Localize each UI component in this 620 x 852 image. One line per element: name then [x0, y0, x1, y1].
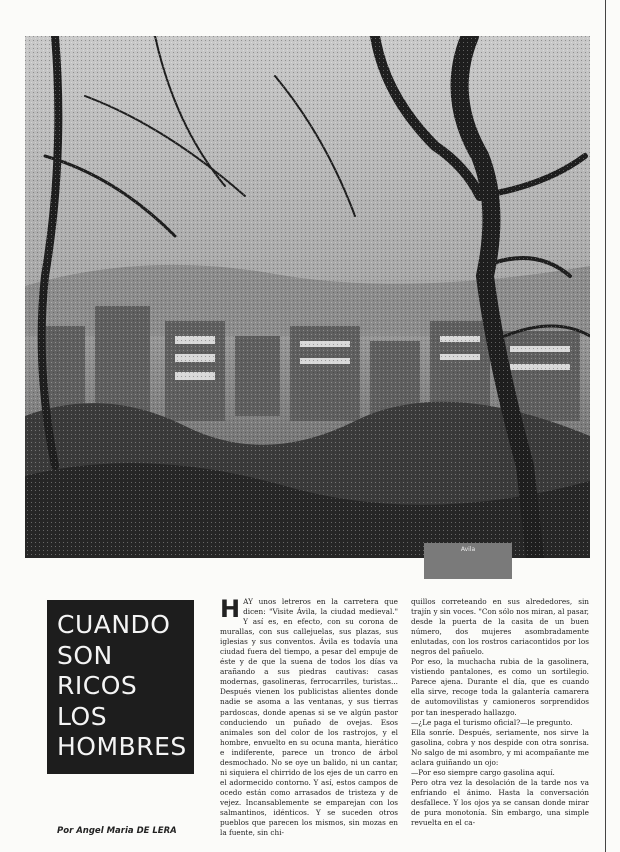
title-line-4: LOS [57, 701, 108, 731]
landscape-photo [25, 36, 590, 558]
paragraph: Ella sonríe. Después, seriamente, nos sirve la gasolina, cobra y nos despide con otra sonrisa. No salgo de mi asombro, y mi acompañante me aclara guiñando un ojo: [411, 727, 589, 767]
photo-caption [424, 543, 512, 579]
drop-cap: H [220, 597, 241, 623]
paragraph: —Por eso siempre cargo gasolina aquí. [411, 767, 555, 777]
landscape-photo-icon [25, 36, 590, 558]
article-column-1 [220, 597, 398, 845]
page-edge-divider [605, 0, 606, 852]
paragraph: —¿Le paga el turismo oficial?—le pregunto. [411, 717, 573, 727]
photo-caption-text: Avila [460, 546, 476, 553]
paragraph [220, 597, 398, 838]
article-title [47, 600, 194, 774]
paragraph: quillos correteando en sus alrededores, sin trajín y sin voces. "Con sólo nos miran, al pasar, desde la puerta de la casita de un buen número, dos mujeres asombradamente enlutadas, con los rostros cariacontidos por los negros del pañuelo. [411, 597, 589, 657]
author-byline: Por Angel Maria DE LERA [57, 826, 177, 836]
article-column-2 [411, 597, 589, 845]
title-line-2: SON [57, 640, 113, 670]
paragraph: Por eso, la muchacha rubia de la gasolinera, vistiendo pantalones, es como un sortilegio. Parece ajena. Durante el día, que es cuando ella sirve, recoge toda la galantería camarera de automovilistas y camioneros sorprendidos por tan inesperado hallazgo. [411, 657, 589, 717]
title-line-5: HOMBRES [57, 732, 187, 761]
title-line-1: CUANDO [57, 610, 171, 639]
title-line-3: RICOS [57, 671, 138, 700]
paragraph-text: AY unos letreros en la carretera que dicen: "Visite Ávila, la ciudad medieval." Y así es, en efecto, con su corona de murallas, con sus callejuelas, sus plazas, sus iglesias y sus conventos. Ávila es todavía una ciudad fuera del tiempo, a pesar del empuje de éste y de que la suena de todos los días va arañando a sus piedras cautivas: casas modernas, gasolineras, ferrocarriles, turistas... Después vienen los publicistas alientes donde nadie se asoma a las ventanas, y sus tierras pardoscas, donde apenas si se ve algún pastor conduciendo un puñado de ovejas. Esos animales son del color de los rastrojos, y el hombre, envuelto en su ocuna manta, hierático e indiferente, parece un tronco de árbol desmochado. No se oye un balido, ni un cantar, ni siquiera el chirrido de los ejes de un carro en el adormecido contorno. Y así, estos campos de ocedo están como arrasados de tristeza y de vejez. Incansablemente se emparejan con los salmantinos, idénticos. Y se suceden otros pueblos que parecen los mismos, sin mozas en la fuente, sin chi- [220, 597, 398, 838]
paragraph: Pero otra vez la desolación de la tarde nos va enfriando el ánimo. Hasta la conversación desfallece. Y los ojos ya se cansan donde mirar de pura monotonía. Sin embargo, una simple revuelta en el ca- [411, 777, 589, 828]
